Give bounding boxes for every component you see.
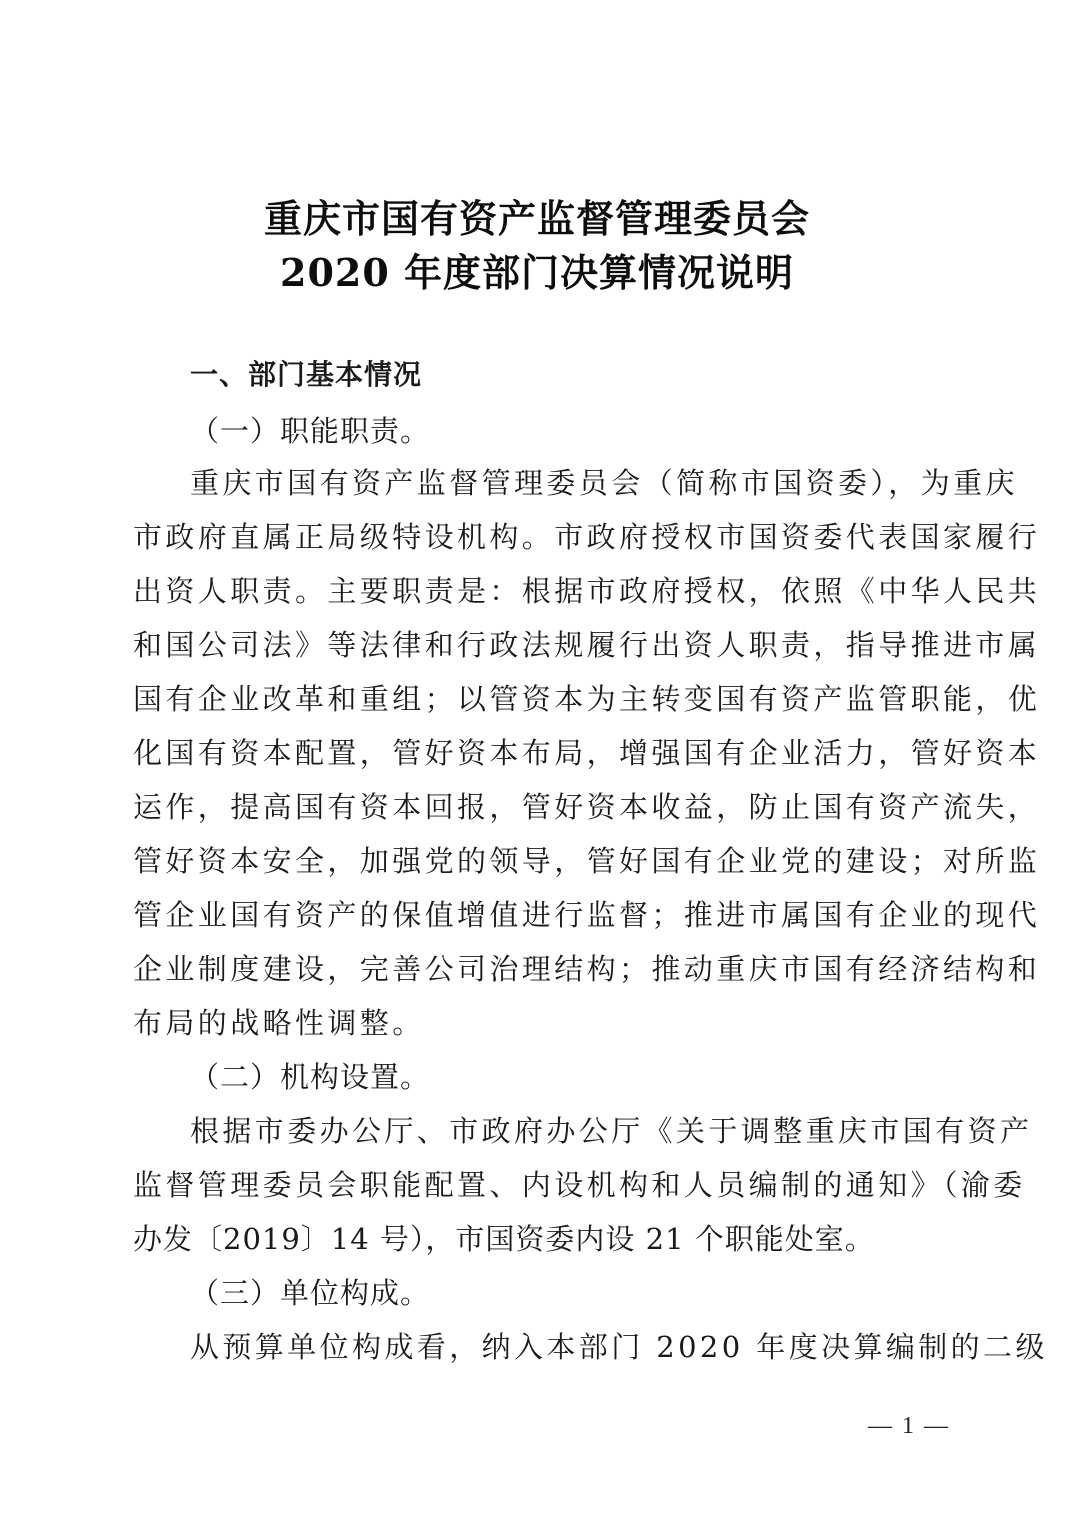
subsection-heading: （三）单位构成。	[190, 1276, 431, 1310]
paragraph-line: 和国公司法》等法律和行政法规履行出资人职责，指导推进市属	[133, 628, 1041, 662]
paragraph-line: 重庆市国有资产监督管理委员会（简称市国资委），为重庆	[190, 466, 1018, 500]
paragraph-line: 出资人职责。主要职责是：根据市政府授权，依照《中华人民共	[133, 574, 1041, 608]
paragraph-line: 国有企业改革和重组；以管资本为主转变国有资产监管职能，优	[133, 682, 1041, 716]
paragraph-line: 运作，提高国有资本回报，管好资本收益，防止国有资产流失，	[133, 790, 1041, 824]
paragraph-line: 监督管理委员会职能配置、内设机构和人员编制的通知》（渝委	[133, 1168, 1026, 1202]
document-title-line-2: 2020 年度部门决算情况说明	[280, 250, 794, 295]
paragraph-line: 企业制度建设，完善公司治理结构；推动重庆市国有经济结构和	[133, 952, 1041, 986]
paragraph-line: 办发〔2019〕14 号），市国资委内设 21 个职能处室。	[133, 1222, 875, 1256]
paragraph-line: 根据市委办公厅、市政府办公厅《关于调整重庆市国有资产	[190, 1114, 1033, 1148]
subsection-heading: （二）机构设置。	[190, 1060, 431, 1094]
subsection-heading: （一）职能职责。	[190, 414, 431, 448]
paragraph-line: 市政府直属正局级特设机构。市政府授权市国资委代表国家履行	[133, 520, 1041, 554]
paragraph-line: 从预算单位构成看，纳入本部门 2020 年度决算编制的二级	[190, 1330, 1048, 1364]
document-title-line-1: 重庆市国有资产监督管理委员会	[263, 196, 810, 241]
paragraph-line: 管好资本安全，加强党的领导，管好国有企业党的建设；对所监	[133, 844, 1041, 878]
page-number: — 1 —	[868, 1413, 950, 1439]
paragraph-line: 化国有资本配置，管好资本布局，增强国有企业活力，管好资本	[133, 736, 1041, 770]
paragraph-line: 布局的战略性调整。	[133, 1006, 425, 1040]
section-heading: 一、部门基本情况	[190, 358, 423, 391]
paragraph-line: 管企业国有资产的保值增值进行监督；推进市属国有企业的现代	[133, 898, 1041, 932]
